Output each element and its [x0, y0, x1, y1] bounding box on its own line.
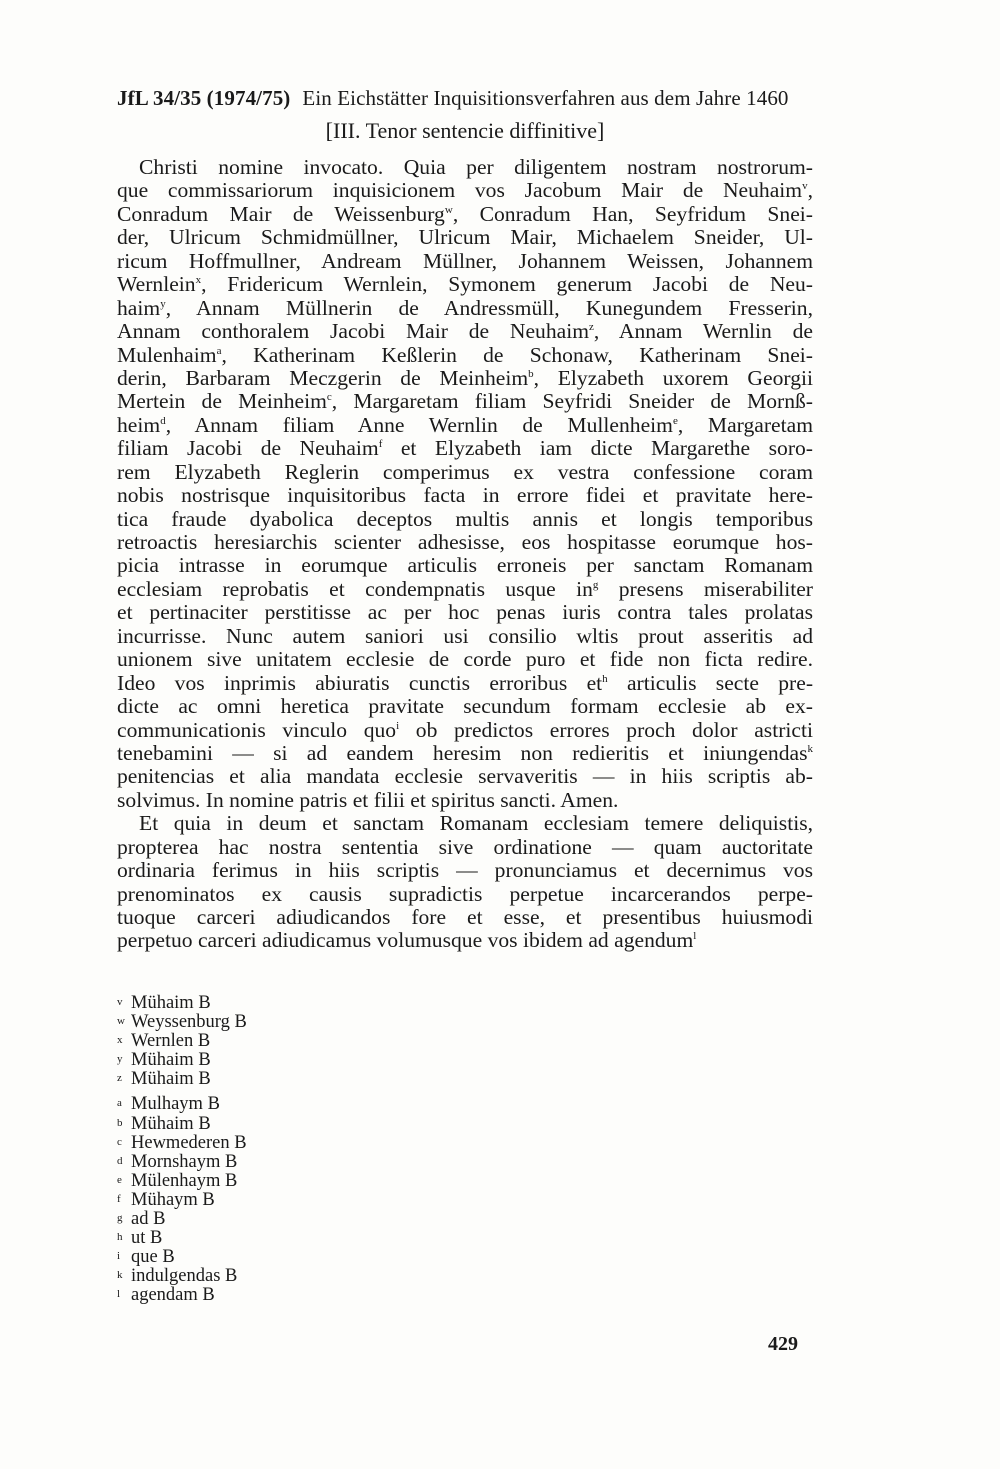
- section-title: [III. Tenor sentencie diffinitive]: [325, 118, 605, 143]
- footnote-mark: f: [117, 1192, 121, 1205]
- footnote-mark: a: [117, 1097, 122, 1110]
- footnote-reference: g: [592, 578, 599, 591]
- text-line: [117, 320, 813, 343]
- text-segment: que commissariorum inquisicionem vos Jacobum Mair de Neuhaim: [117, 178, 803, 203]
- text-line: [117, 765, 813, 788]
- text-segment: dicte ac omni heretica pravitate secundum formam ecclesie ab ex-: [117, 694, 813, 719]
- text-segment: , Margaretam: [677, 412, 813, 437]
- text-line: [117, 508, 813, 531]
- text-line: [117, 484, 813, 507]
- text-segment: unionem sive unitatem ecclesie de corde puro et fide non ficta redire.: [117, 647, 813, 672]
- text-segment: articulis secte pre-: [607, 670, 814, 695]
- text-line: [117, 390, 813, 413]
- text-line: [117, 789, 813, 812]
- footnote-item: [117, 1247, 517, 1266]
- text-segment: Ideo vos inprimis abiuratis cunctis erroribus et: [117, 670, 603, 695]
- text-segment: Conradum Mair de Weissenburg: [117, 201, 445, 226]
- text-line: [117, 601, 813, 624]
- text-segment: ricum Hoffmullner, Andream Müllner, Johannem Weissen, Johannem: [117, 248, 813, 273]
- footnote-text: ut B: [131, 1228, 163, 1249]
- footnote-reference: l: [693, 930, 697, 943]
- footnote-mark: b: [117, 1116, 123, 1129]
- text-segment: tenebamini — si ad eandem heresim non redieritis et iniungendas: [117, 740, 808, 765]
- text-segment: rem Elyzabeth Reglerin comperimus ex vestra confessione coram: [117, 459, 813, 484]
- text-segment: incurrisse. Nunc autem saniori usi consilio wltis prout asseritis ad: [117, 623, 813, 648]
- footnote-reference: b: [528, 367, 534, 380]
- footnote-item: [117, 1050, 517, 1069]
- footnote-item: [117, 1266, 517, 1285]
- text-segment: communicationis vinculo quo: [117, 717, 397, 742]
- footnote-item: [117, 1209, 517, 1228]
- footnote-mark: l: [117, 1288, 121, 1301]
- page-number: 429: [768, 1333, 798, 1355]
- text-segment: Christi nomine invocato. Quia per diligentem nostram nostrorum-: [139, 155, 813, 179]
- text-segment: , Katherinam Keßlerin de Schonaw, Katherinam Snei-: [221, 342, 813, 367]
- text-segment: ob predictos errores proch dolor astricti: [399, 717, 813, 742]
- footnote-item: [117, 1069, 517, 1088]
- text-segment: Annam conthoralem Jacobi Mair de Neuhaim: [117, 319, 590, 344]
- text-line: [117, 859, 813, 882]
- footnote-text: agendam B: [131, 1285, 215, 1306]
- text-segment: filiam Jacobi de Neuhaim: [117, 436, 379, 461]
- footnote-group-2: [117, 1094, 517, 1304]
- footnote-item: [117, 1094, 517, 1113]
- text-segment: presens miserabiliter: [598, 576, 813, 601]
- running-head: [117, 86, 813, 111]
- footnote-reference: y: [160, 297, 166, 310]
- footnote-text: Mühaym B: [131, 1189, 215, 1210]
- text-line: [117, 625, 813, 648]
- footnote-text: indulgendas B: [131, 1266, 238, 1287]
- text-line: [117, 156, 813, 179]
- footnote-item: [117, 1012, 517, 1031]
- text-line: [117, 437, 813, 460]
- footnote-item: [117, 1228, 517, 1247]
- footnote-text: Mülenhaym B: [131, 1170, 238, 1191]
- footnote-reference: k: [807, 742, 813, 755]
- text-line: [117, 906, 813, 929]
- text-segment: , Annam Wernlin de: [593, 319, 813, 344]
- footnote-item: [117, 1171, 517, 1190]
- footnote-mark: g: [117, 1212, 123, 1225]
- text-segment: heim: [117, 412, 161, 437]
- footnote-text: ad B: [131, 1209, 166, 1230]
- text-line: [117, 297, 813, 320]
- text-segment: , Elyzabeth uxorem Georgii: [533, 365, 813, 390]
- footnote-reference: c: [326, 391, 332, 404]
- text-line: [117, 836, 813, 859]
- footnote-text: Mühaim B: [131, 993, 211, 1013]
- text-segment: ,: [807, 178, 813, 203]
- footnote-mark: h: [117, 1231, 123, 1244]
- text-segment: tuoque carceri adiudicandos fore et esse, et presentibus huiusmodi: [117, 905, 813, 929]
- text-segment: Et quia in deum et sanctam Romanam ecclesiam temere deliquistis,: [139, 811, 813, 836]
- text-segment: , Fridericum Wernlein, Symonem generum Jacobi de Neu-: [201, 272, 813, 297]
- text-segment: penitencias et alia mandata ecclesie servaveritis — in hiis scriptis ab-: [117, 764, 813, 789]
- text-line: [117, 226, 813, 249]
- text-line: [117, 554, 813, 577]
- footnote-text: Weyssenburg B: [131, 1012, 247, 1033]
- text-segment: , Conradum Han, Seyfridum Snei-: [452, 201, 813, 226]
- text-segment: Mertein de Meinheim: [117, 389, 327, 414]
- footnote-item: [117, 1285, 517, 1304]
- footnote-reference: v: [802, 180, 808, 193]
- text-line: [117, 883, 813, 906]
- text-line: [117, 719, 813, 742]
- text-segment: propterea hac nostra sententia sive ordinatione — quam auctoritate: [117, 834, 813, 859]
- text-line: [117, 273, 813, 296]
- text-segment: et pertinaciter perstitisse ac per hoc penas iuris contra tales prolatas: [117, 600, 813, 625]
- paragraph-2: [117, 812, 813, 953]
- text-segment: et Elyzabeth iam dicte Margarethe soro-: [382, 436, 813, 461]
- footnote-text: Hewmederen B: [131, 1132, 247, 1153]
- text-line: [117, 179, 813, 202]
- text-segment: derin, Barbaram Meczgerin de Meinheim: [117, 365, 529, 390]
- text-segment: , Annam Müllnerin de Andressmüll, Kunegundem Fresserin,: [165, 295, 813, 320]
- text-line: [117, 344, 813, 367]
- text-segment: , Margaretam filiam Seyfridi Sneider de Mornß-: [331, 389, 813, 414]
- text-line: [117, 531, 813, 554]
- article-title: Ein Eichstätter Inquisitionsverfahren aus dem Jahre 1460: [302, 86, 789, 110]
- text-line: [117, 929, 813, 952]
- text-segment: , Annam filiam Anne Wernlin de Mullenheim: [165, 412, 673, 437]
- text-line: [117, 578, 813, 601]
- text-segment: nobis nostrisque inquisitoribus facta in errore fidei et pravitate here-: [117, 483, 813, 508]
- footnote-item: [117, 1031, 517, 1050]
- footnote-reference: a: [216, 344, 222, 357]
- footnote-item: [117, 1190, 517, 1209]
- text-segment: ordinaria ferimus in hiis scriptis — pronunciamus et decernimus vos: [117, 858, 813, 883]
- journal-reference: JfL 34/35 (1974/75): [117, 86, 291, 110]
- footnote-mark: k: [117, 1269, 123, 1282]
- text-line: [117, 203, 813, 226]
- text-segment: prenominatos ex causis supradictis perpetue incarcerandos perpe-: [117, 881, 813, 906]
- footnote-text: Mühaim B: [131, 1069, 211, 1090]
- text-line: [117, 414, 813, 437]
- text-segment: Wernlein: [117, 272, 196, 297]
- footnote-reference: w: [444, 203, 453, 216]
- footnote-item: [117, 1133, 517, 1152]
- footnote-text: Mühaim B: [131, 1050, 211, 1071]
- footnote-item: [117, 1114, 517, 1133]
- footnote-text: Mühaim B: [131, 1113, 211, 1134]
- text-segment: ecclesiam reprobatis et condempnatis usque in: [117, 576, 593, 601]
- text-segment: tica fraude dyabolica deceptos multis annis et longis temporibus: [117, 506, 813, 531]
- text-segment: solvimus. In nomine patris et filii et spiritus sancti. Amen.: [117, 787, 619, 812]
- text-line: [117, 648, 813, 671]
- footnote-reference: e: [672, 414, 678, 427]
- footnote-mark: y: [117, 1053, 123, 1066]
- text-line: [117, 367, 813, 390]
- text-segment: retroactis heresiarchis scienter adhesisse, eos hospitasse eorumque hos-: [117, 530, 813, 554]
- text-line: [117, 742, 813, 765]
- footnote-reference: i: [396, 719, 400, 732]
- footnote-reference: x: [195, 274, 202, 287]
- footnote-mark: v: [117, 996, 123, 1008]
- text-line: [117, 250, 813, 273]
- text-segment: picia intrasse in eorumque articulis erroneis per sanctam Romanam: [117, 553, 813, 578]
- footnote-text: Wernlen B: [131, 1031, 211, 1052]
- text-segment: Mulenhaim: [117, 342, 217, 367]
- text-segment: perpetuo carceri adiudicamus volumusque vos ibidem ad agendum: [117, 928, 694, 953]
- footnote-item: [117, 993, 517, 1012]
- footnote-mark: i: [117, 1250, 121, 1263]
- text-segment: der, Ulricum Schmidmüllner, Ulricum Mair, Michaelem Sneider, Ul-: [117, 225, 813, 250]
- text-line: [117, 812, 813, 835]
- footnote-reference: f: [378, 438, 383, 451]
- footnotes: [117, 993, 517, 1305]
- footnote-mark: x: [117, 1034, 123, 1047]
- footnote-mark: w: [117, 1015, 125, 1028]
- footnote-item: [117, 1152, 517, 1171]
- footnote-reference: d: [160, 414, 166, 427]
- text-segment: haim: [117, 295, 161, 320]
- paragraph-1: [117, 156, 813, 812]
- footnote-text: Mulhaym B: [131, 1094, 220, 1115]
- footnote-text: Mornshaym B: [131, 1151, 238, 1172]
- footnote-reference: h: [602, 672, 608, 685]
- body-text: [117, 156, 813, 953]
- footnote-mark: z: [117, 1072, 122, 1085]
- footnote-reference: z: [589, 321, 594, 334]
- text-line: [117, 672, 813, 695]
- footnote-mark: c: [117, 1135, 122, 1148]
- text-line: [117, 461, 813, 484]
- footnote-text: que B: [131, 1247, 175, 1268]
- footnote-group-1: [117, 993, 517, 1088]
- footnote-mark: d: [117, 1154, 123, 1167]
- footnote-mark: e: [117, 1173, 122, 1186]
- text-line: [117, 695, 813, 718]
